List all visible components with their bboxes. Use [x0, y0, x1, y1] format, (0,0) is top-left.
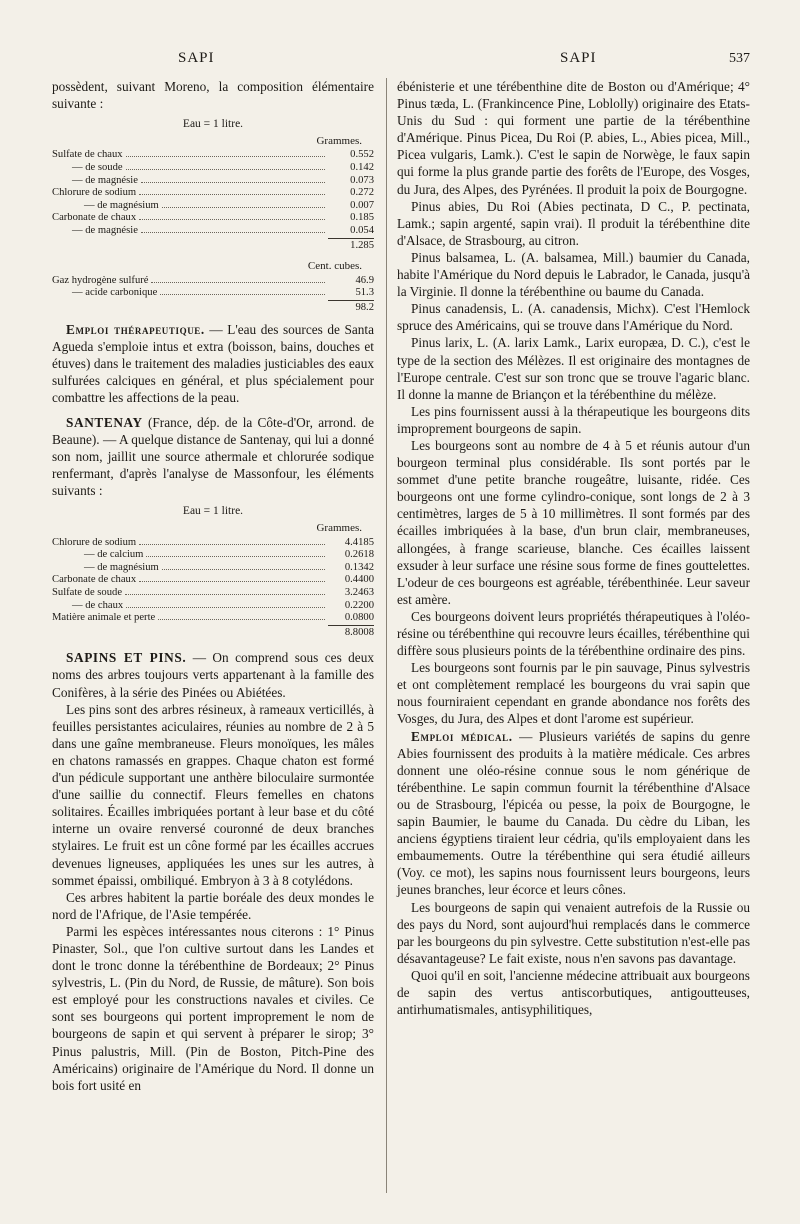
table-row: [52, 187, 374, 200]
paragraph-especes: Parmi les espèces intéressantes nous citerons : 1° Pinus Pinaster, Sol., que l'on cultive surtout dans les Landes et dont le tronc donne la térébenthine de Bordeaux; 2° Pinus sylvestris, L. (Pin du Nord, de Russie, de mâture). Son bois est employé pour les constructions navales et civiles. Ce sont ses bourgeons qui portent improprement le nom de bourgeons de sapin et qui servent à préparer le sirop; 3° Pinus palustris, Mill. (Pin de Boston, Pitch-Pine des Américains) originaire de l'Amérique du Nord. Il donne un bois fort usité en: [52, 923, 374, 1093]
row-value: 51.3: [355, 287, 374, 299]
table-total: 1.285: [52, 238, 374, 253]
row-label: Sulfate de chaux: [52, 149, 123, 161]
row-label: Matière animale et perte: [52, 612, 156, 624]
paragraph-pinus-canadensis: Pinus canadensis, L. (A. canadensis, Michx). C'est l'Hemlock spruce des Américains, qui se trouve dans l'Amérique du Nord.: [397, 301, 750, 334]
row-value: 4.4185: [344, 536, 374, 548]
row-label: Gaz hydrogène sulfuré: [52, 274, 149, 286]
row-label: Carbonate de chaux: [52, 212, 137, 224]
table-row: [52, 212, 374, 225]
row-value: 0.054: [350, 224, 374, 236]
paragraph-habitat: Ces arbres habitent la partie boréale des deux mondes le nord de l'Afrique, de l'Asie tempérée.: [52, 889, 374, 922]
paragraph-bourgeons-description: Les bourgeons sont au nombre de 4 à 5 et réunis autour d'un bourgeon terminal plus considérable. Ils sont portés par le sommet d'une petite branche rougeâtre, luisante, ridée. Ces bourgeons ont une forme cylindro-conique, sont longs de 2 à 3 centimètres, larges de 5 à 10 millimètres. Il sont formés par des écailles imbriquées à la base, d'un brun clair, membraneuses, allongées, à frange scarieuse, blanche. Ces écailles laissent exsuder à leur surface une résine sous forme de fines gouttelettes. L'odeur de ces bourgeons est agréable, térébenthinée. Leur saveur est amère.: [397, 437, 750, 607]
table-total: 8.8008: [52, 625, 374, 640]
paragraph-pinus-balsamea: Pinus balsamea, L. (A. balsamea, Mill.) baumier du Canada, habite l'Amérique du Nord depuis le Labrador, le Canada, jusqu'à la Virginie. Il donne la térébenthine ou baume du Canada.: [397, 249, 750, 300]
entry-heading: SANTENAY: [66, 414, 143, 430]
table-caption: Eau = 1 litre.: [182, 505, 244, 518]
row-label: — de soude: [72, 161, 123, 173]
table-row: [52, 612, 374, 625]
table-row: [52, 275, 374, 288]
row-value: 0.007: [350, 199, 374, 211]
paragraph-pins: Les pins sont des arbres résineux, à rameaux verticillés, à feuilles persistantes aciculaires, réunies au nombre de 2 à 5 dans une gaîne membraneuse. Fleurs monoïques, les mâles en chatons ramassés en grappes. Chaque chaton est formé d'un pédicule supportant une anthère biloculaire surmontée d'une saillie du connectif. Fleurs femelles en chatons solitaires. Écailles imbriquées portant à leur base et du côté interne un ovaire renversé couronné de deux branches stylaires. Le fruit est un cône formé par les écailles accrues devenues ligneuses, appliquées les unes sur les autres, à sommet épaissi, ombiliqué. Embryon à 3 à 8 cotylédons.: [52, 701, 374, 888]
table-row: [52, 175, 374, 188]
table-row: [52, 574, 374, 587]
row-value: 0.2618: [344, 549, 374, 561]
row-value: 0.185: [350, 212, 374, 224]
row-value: 46.9: [355, 274, 374, 286]
row-label: Sulfate de soude: [52, 587, 123, 598]
gas-unit: Cent. cubes.: [307, 260, 362, 273]
paragraph-commerce: Les bourgeons de sapin qui venaient autrefois de la Russie ou des pays du Nord, sont aujourd'hui remplacés dans le commerce par les bourgeons du pin sylvestre. Cette substitution n'est-elle pas désavantageuse? Le fait existe, nous n'en savons pas davantage.: [397, 899, 750, 966]
row-label: — de chaux: [72, 599, 124, 611]
row-label: Chlorure de sodium: [52, 187, 137, 199]
column-divider: [386, 78, 387, 1193]
paragraph-santenay: SANTENAY (France, dép. de la Côte-d'Or, arrond. de Beaune). — A quelque distance de Santenay, qui lui a donné son nom, jaillit une source athermale et chlorurée sodique renfermant, d'après l'analyse de Massonfour, les éléments suivants :: [52, 414, 375, 499]
row-label: Chlorure de sodium: [52, 536, 137, 548]
table-row: [52, 562, 374, 575]
row-value: 0.552: [350, 149, 374, 161]
running-title-right: SAPI: [560, 50, 597, 66]
row-value: 0.2200: [344, 599, 374, 611]
paragraph-emploi-medical: Emploi médical. — Plusieurs variétés de sapins du genre Abies fournissent des produits à la matière médicale. Ces arbres donnent une oléo-résine connue sous le nom générique de térébenthine. Le sapin commun fournit la térébenthine d'Alsace ou de Strasbourg, l'épicéa ou pesse, la poix de Bourgogne, le sapin Baumier, le baume du Canada. Du cèdre du Liban, les anciens égyptiens tiraient leur cédria, qu'ils employaient dans les embaumements. Outre la térébenthine qui sera étudié ailleurs (Voy. ce mot), les sapins nous fournissent leurs bourgeons, leurs jeunes branches, leur écorce et leurs cônes.: [397, 728, 750, 898]
page-number: 537: [729, 51, 750, 66]
table-unit: Grammes.: [316, 134, 362, 147]
row-value: 0.0800: [344, 612, 374, 624]
running-title-left: SAPI: [178, 50, 215, 66]
row-value: 0.1342: [344, 561, 374, 573]
row-label: — de magnésie: [72, 224, 138, 236]
paragraph-bourgeons-proprietes: Ces bourgeons doivent leurs propriétés thérapeutiques à l'oléo-résine ou térébenthine qui recouvre leurs écailles, térébenthine qui diffère sous plusieurs points de la térébenthine ordinaire des pins.: [397, 608, 750, 659]
composition-table-santa-agueda: [52, 118, 374, 314]
row-label: — de magnésium: [84, 561, 159, 573]
table-row: [52, 225, 374, 238]
row-value: 0.073: [350, 174, 374, 186]
table-row: [52, 549, 374, 562]
paragraph-pinus-abies: Pinus abies, Du Roi (Abies pectinata, D C., P. pectinata, Lamk.; sapin argenté, sapin vrai). Il produit la térébenthine dite d'Alsace, de Strasbourg, au citron.: [397, 198, 750, 248]
paragraph-vertus: Quoi qu'il en soit, l'ancienne médecine attribuait aux bourgeons de sapin des vertus antiscorbutiques, antigoutteuses, antirhumatismales, antisyphilitiques,: [397, 967, 750, 1018]
row-label: — de magnésium: [84, 199, 159, 211]
paragraph-bourgeons-intro: Les pins fournissent aussi à la thérapeutique les bourgeons dits improprement bourgeons de sapin.: [397, 403, 750, 436]
table-caption: Eau = 1 litre.: [182, 118, 244, 131]
table-row: [52, 200, 374, 213]
table-row: [52, 149, 374, 162]
row-value: 0.4400: [344, 574, 374, 586]
row-value: 3.2463: [344, 587, 374, 598]
right-column: [397, 78, 750, 1018]
paragraph-pinus-larix: Pinus larix, L. (A. larix Lamk., Larix europæa, D. C.), c'est le type de la section des Mélèzes. Il est originaire des montagnes de l'Europe centrale. C'est sur son tronc que se trouve l'agaric blanc. Il donne la manne de Briançon et la térébenthine du mélèze.: [397, 335, 750, 402]
gas-total: 98.2: [52, 300, 374, 315]
row-value: 0.142: [350, 161, 374, 173]
paragraph-bourgeons-source: Les bourgeons sont fournis par le pin sauvage, Pinus sylvestris et ont complètement remplacé les bourgeons du vrai sapin que nous fourniraient cependant en grande abondance nos forêts des Vosges, du Jura, des Alpes et dont l'arome est supérieur.: [397, 660, 750, 727]
table-row: [52, 162, 374, 175]
row-label: Carbonate de chaux: [52, 574, 137, 586]
table-row: [52, 537, 374, 550]
paragraph-emploi-therapeutique: Emploi thérapeutique. — L'eau des sources de Santa Agueda s'emploie intus et extra (boisson, bains, douches et étuves) dans le traitement des maladies justiciables des eaux sulfurées calciques en général, et plus spécialement pour combattre les affections de la peau.: [52, 321, 374, 405]
row-label: — de calcium: [84, 549, 144, 561]
table-row: [52, 287, 374, 300]
table-row: [52, 600, 374, 613]
paragraph-sapins-et-pins: SAPINS ET PINS. — On comprend sous ces deux noms des arbres toujours verts appartenant à la famille des Conifères, à la série des Pinées ou Abiétées.: [52, 650, 375, 700]
row-value: 0.272: [350, 187, 374, 199]
left-column: [52, 78, 374, 1094]
table-unit: Grammes.: [316, 522, 362, 535]
paragraph-continued: ébénisterie et une térébenthine dite de Boston ou d'Amérique; 4° Pinus tæda, L. (Frankincence Pine, Loblolly) originaire des Etats-Unis du Sud : qui forment une partie de la térébenthine d'Amérique. Pinus Picea, Du Roi (P. abies, L., Abies picea, Mill., Picea vulgaris, Lamk.). C'est le sapin de Norwège, le faux sapin qui forme la plus grande partie des forêts de l'Europe, des Vosges, du Jura, des Alpes, des Pyrénées. Il produit la poix de Bourgogne.: [397, 79, 750, 197]
section-heading: Emploi thérapeutique.: [66, 321, 205, 337]
entry-heading: SAPINS ET PINS.: [66, 650, 187, 666]
table-row: [52, 587, 374, 600]
composition-table-santenay: [52, 505, 374, 639]
section-heading: Emploi médical.: [411, 728, 513, 744]
intro-paragraph: possèdent, suivant Moreno, la composition élémentaire suivante :: [52, 79, 374, 112]
row-label: — de magnésie: [72, 174, 138, 186]
row-label: — acide carbonique: [72, 287, 158, 299]
